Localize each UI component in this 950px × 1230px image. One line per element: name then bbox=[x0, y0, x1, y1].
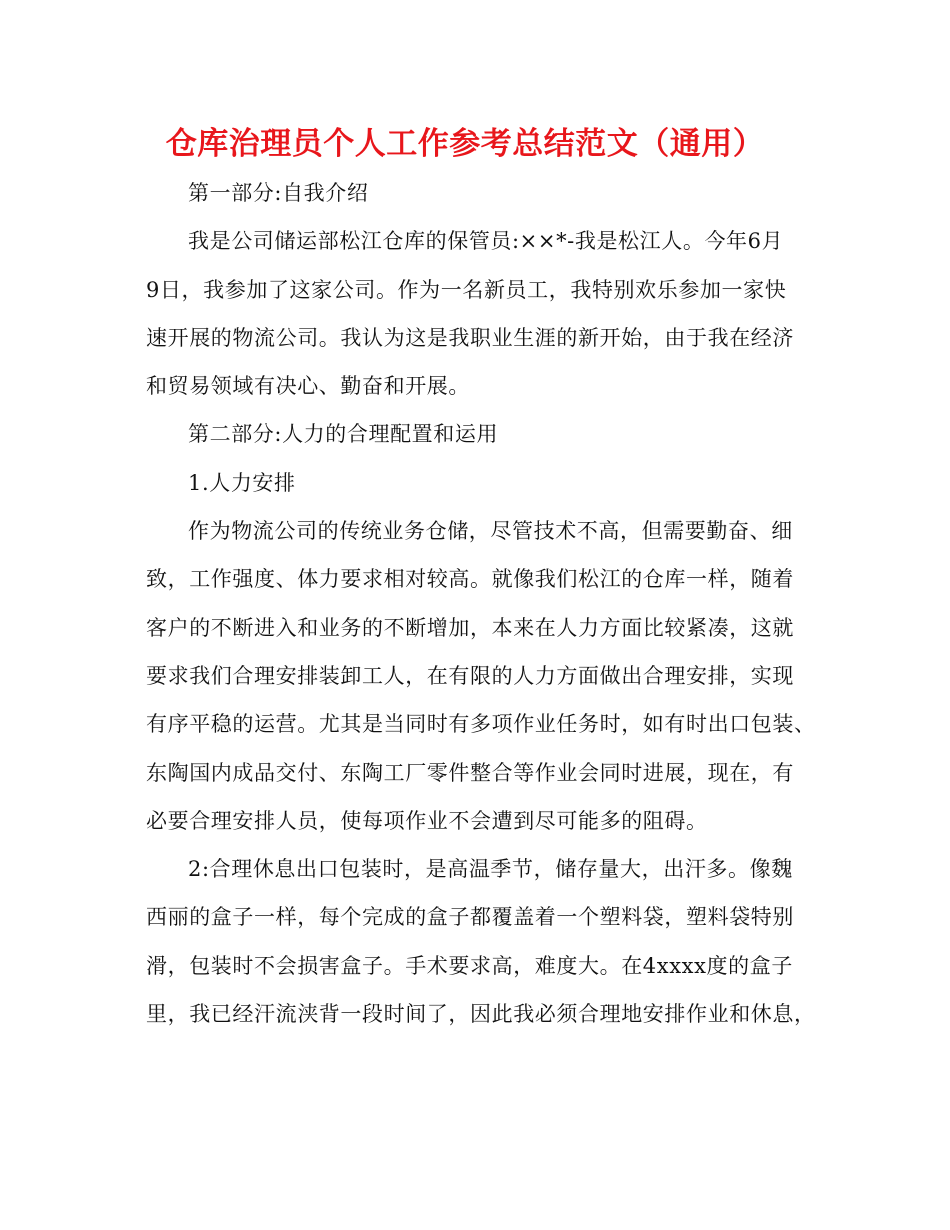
document-title: 仓库治理员个人工作参考总结范文（通用） bbox=[165, 126, 765, 162]
section-heading-1: 第一部分:自我介绍 bbox=[188, 181, 369, 205]
paragraph-line: 必要合理安排人员，使每项作业不会遭到尽可能多的阻碍。 bbox=[146, 808, 708, 833]
paragraph-line: 客户的不断进入和业务的不断增加，本来在人力方面比较紧凑，这就 bbox=[146, 615, 794, 640]
paragraph-line: 作为物流公司的传统业务仓储，尽管技术不高，但需要勤奋、细 bbox=[188, 519, 793, 544]
subsection-heading: 1.人力安排 bbox=[188, 470, 296, 495]
paragraph-line: 速开展的物流公司。我认为这是我职业生涯的新开始，由于我在经济 bbox=[146, 325, 794, 350]
paragraph-line: 西丽的盒子一样，每个完成的盒子都覆盖着一个塑料袋，塑料袋特别 bbox=[146, 905, 794, 930]
paragraph-line: 要求我们合理安排装卸工人，在有限的人力方面做出合理安排，实现 bbox=[146, 663, 794, 688]
paragraph-line: 里，我已经汗流浃背一段时间了，因此我必须合理地安排作业和休息， bbox=[146, 1002, 816, 1027]
section-heading-2: 第二部分:人力的合理配置和运用 bbox=[188, 422, 499, 447]
paragraph-line: 致，工作强度、体力要求相对较高。就像我们松江的仓库一样，随着 bbox=[146, 567, 794, 592]
paragraph-line: 2:合理休息出口包装时，是高温季节，储存量大，出汗多。像魏 bbox=[188, 857, 793, 882]
document-body bbox=[146, 169, 836, 1038]
paragraph-line: 有序平稳的运营。尤其是当同时有多项作业任务时，如有时出口包装、 bbox=[146, 712, 816, 737]
paragraph-line: 我是公司储运部松江仓库的保管员:××*-我是松江人。今年6月 bbox=[188, 229, 784, 254]
paragraph-line: 东陶国内成品交付、东陶工厂零件整合等作业会同时进展，现在，有 bbox=[146, 760, 794, 785]
paragraph-line: 和贸易领域有决心、勤奋和开展。 bbox=[146, 374, 470, 399]
paragraph-line: 滑，包装时不会损害盒子。手术要求高，难度大。在4xxxx度的盒子 bbox=[146, 953, 793, 978]
paragraph-line: 9日，我参加了这家公司。作为一名新员工，我特别欢乐参加一家快 bbox=[146, 277, 787, 302]
